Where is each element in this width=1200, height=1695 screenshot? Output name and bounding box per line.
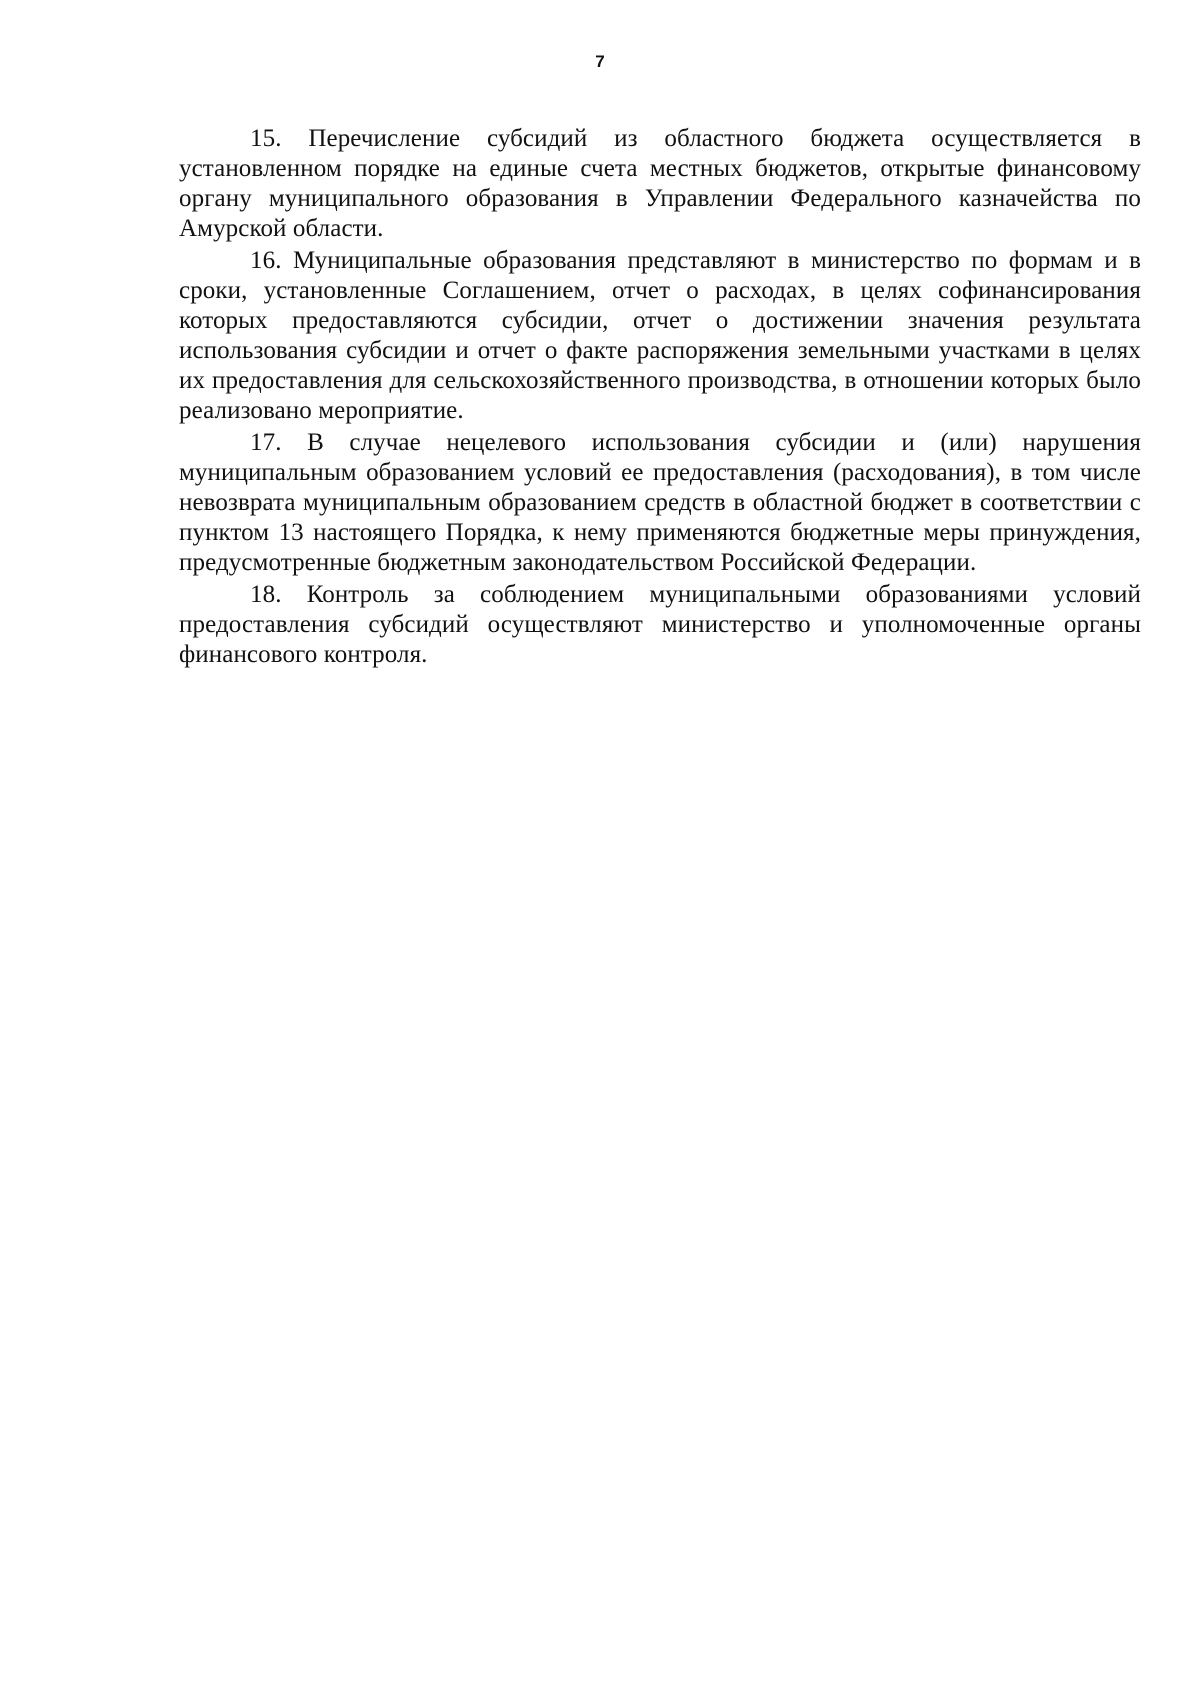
page-number: 7 <box>595 52 605 71</box>
paragraph-15: 15. Перечисление субсидий из областного бюджета осуществляется в установленном порядке на единые счета местных бюджетов, открытые финансовому органу муниципального образования в Управлении Федерального казначейства по Амурской области. <box>179 125 1141 242</box>
document-body <box>179 124 1141 672</box>
paragraph-16: 16. Муниципальные образования представляют в министерство по формам и в сроки, установленные Соглашением, отчет о расходах, в целях софинансирования которых предоставляются субсидии, отчет о достижении значения результата использования субсидии и отчет о факте распоряжения земельными участками в целях их предоставления для сельскохозяйственного производства, в отношении которых было реализовано мероприятие. <box>179 247 1141 424</box>
paragraph-17: 17. В случае нецелевого использования субсидии и (или) нарушения муниципальным образованием условий ее предоставления (расходования), в том числе невозврата муниципальным образованием средств в областной бюджет в соответствии с пунктом 13 настоящего Порядка, к нему применяются бюджетные меры принуждения, предусмотренные бюджетным законодательством Российской Федерации. <box>179 429 1141 576</box>
paragraph-18: 18. Контроль за соблюдением муниципальными образованиями условий предоставления субсидий осуществляют министерство и уполномоченные органы финансового контроля. <box>179 581 1141 668</box>
